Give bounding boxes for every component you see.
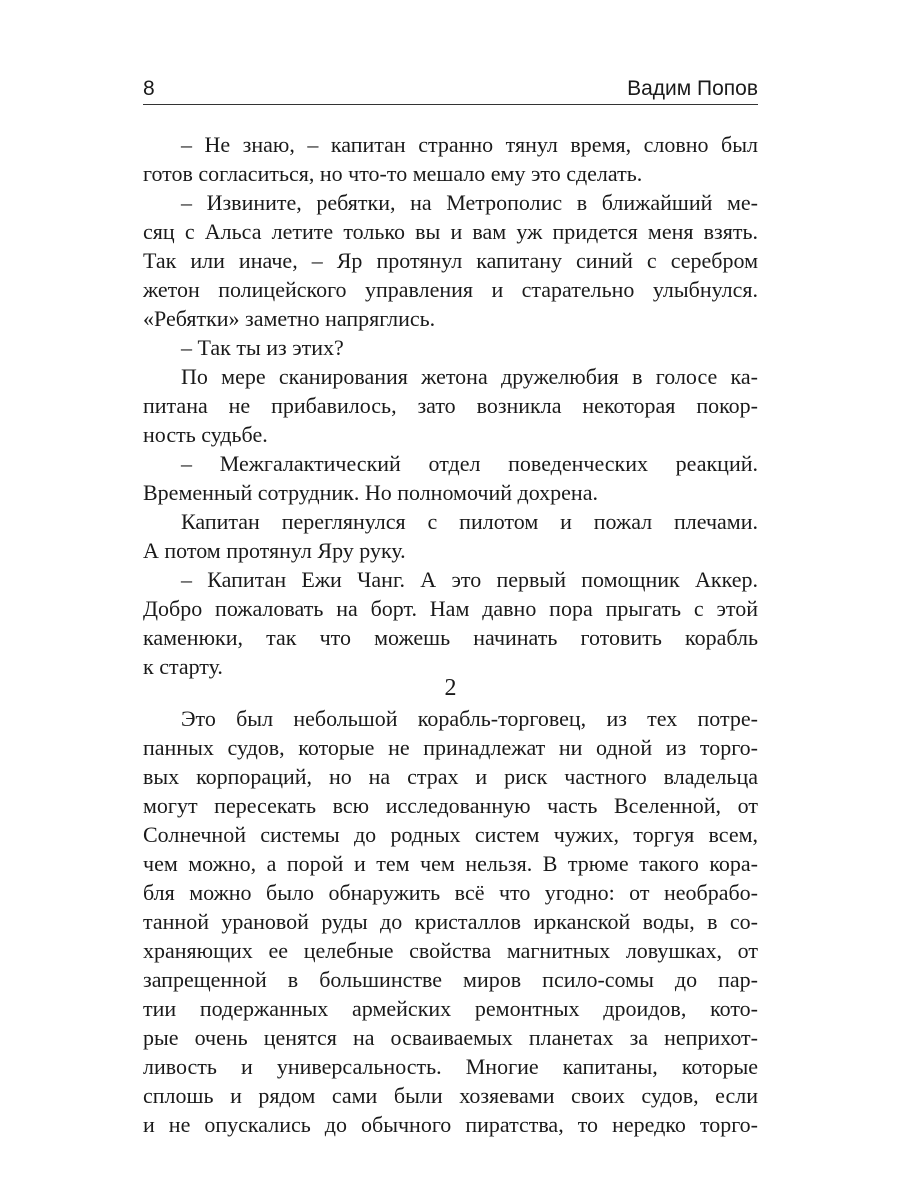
paragraph: [143, 704, 758, 1139]
text-line: По мере сканирования жетона дружелюбия в голосе ка-: [181, 364, 758, 389]
text-line: ность судьбе.: [143, 422, 268, 447]
text-line: Солнечной системы до родных систем чужих, торгуя всем,: [143, 822, 758, 847]
text-line: и не опускались до обычного пиратства, то нередко торго-: [143, 1112, 758, 1137]
text-line: запрещенной в большинстве миров псило-сомы до пар-: [143, 967, 758, 992]
text-line: рые очень ценятся на осваиваемых планетах за неприхот-: [143, 1025, 758, 1050]
section-1-text: [143, 130, 758, 681]
text-line: питана не прибавилось, зато возникла некоторая покор-: [143, 393, 758, 418]
text-line: чем можно, а порой и тем чем нельзя. В трюме такого кора-: [143, 851, 758, 876]
text-line: каменюки, так что можешь начинать готовить корабль: [143, 625, 758, 650]
text-line: тии подержанных армейских ремонтных дроидов, кото-: [143, 996, 758, 1021]
text-line: готов согласиться, но что-то мешало ему это сделать.: [143, 161, 643, 186]
paragraph: [143, 362, 758, 449]
text-line: к старту.: [143, 654, 223, 679]
page-number: 8: [143, 77, 155, 100]
text-line: могут пересекать всю исследованную часть Вселенной, от: [143, 793, 758, 818]
running-title: Вадим Попов: [627, 77, 758, 100]
paragraph: [143, 565, 758, 681]
text-line: – Капитан Ежи Чанг. А это первый помощник Аккер.: [181, 567, 758, 592]
text-line: жетон полицейского управления и старательно улыбнулся.: [143, 277, 758, 302]
text-line: вых корпораций, но на страх и риск частного владельца: [143, 764, 758, 789]
paragraph: [143, 449, 758, 507]
text-line: Капитан переглянулся с пилотом и пожал плечами.: [181, 509, 758, 534]
paragraph: [143, 507, 758, 565]
text-line: храняющих ее целебные свойства магнитных ловушках, от: [143, 938, 758, 963]
page-header: [143, 74, 758, 105]
text-line: – Так ты из этих?: [181, 335, 344, 360]
text-line: Это был небольшой корабль-торговец, из тех потре-: [181, 706, 758, 731]
text-line: Временный сотрудник. Но полномочий дохрена.: [143, 480, 598, 505]
text-line: «Ребятки» заметно напряглись.: [143, 306, 436, 331]
text-line: – Не знаю, – капитан странно тянул время, словно был: [181, 132, 758, 157]
text-line: бля можно было обнаружить всё что угодно: от необрабо-: [143, 880, 758, 905]
paragraph: [143, 188, 758, 333]
text-line: А потом протянул Яру руку.: [143, 538, 406, 563]
text-line: панных судов, которые не принадлежат ни одной из торго-: [143, 735, 758, 760]
text-line: сплошь и рядом сами были хозяевами своих судов, если: [143, 1083, 758, 1108]
text-line: ливость и универсальность. Многие капитаны, которые: [143, 1054, 758, 1079]
text-line: Добро пожаловать на борт. Нам давно пора прыгать с этой: [143, 596, 758, 621]
chapter-number: 2: [444, 675, 457, 701]
paragraph: [143, 333, 758, 362]
section-2-text: [143, 704, 758, 1139]
text-line: сяц с Альса летите только вы и вам уж придется меня взять.: [143, 219, 758, 244]
text-line: танной урановой руды до кристаллов ирканской воды, в со-: [143, 909, 758, 934]
text-line: – Извините, ребятки, на Метрополис в ближайший ме-: [181, 190, 758, 215]
paragraph: [143, 130, 758, 188]
text-line: – Межгалактический отдел поведенческих реакций.: [181, 451, 758, 476]
text-line: Так или иначе, – Яр протянул капитану синий с серебром: [143, 248, 758, 273]
